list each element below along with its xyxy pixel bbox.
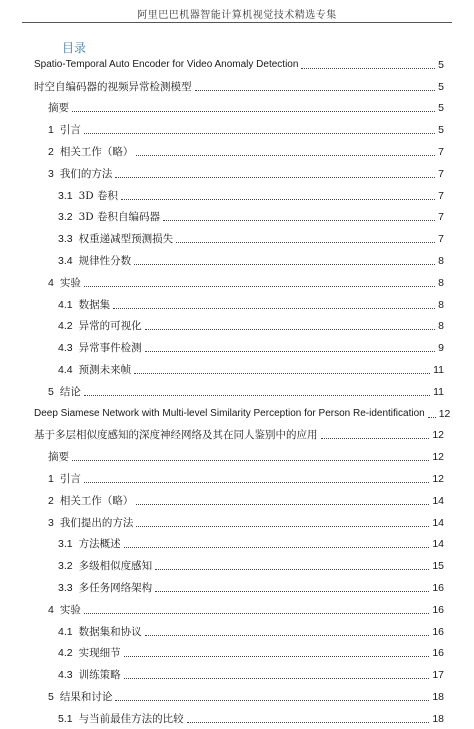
toc-entry[interactable] xyxy=(0,532,474,554)
toc-entry-number: 4.3 xyxy=(58,342,73,355)
toc-entry-text: 数据集 xyxy=(78,298,111,311)
toc-dot-leader xyxy=(155,591,429,592)
toc-entry-text: 权重递减型预测损失 xyxy=(78,233,174,246)
toc-entry-text: 规律性分数 xyxy=(78,254,132,267)
toc-dot-leader xyxy=(124,547,430,548)
toc-page-number: 17 xyxy=(432,669,444,682)
toc-page-number: 15 xyxy=(432,560,444,573)
toc-entry-label xyxy=(48,603,81,619)
toc-entry-label xyxy=(48,472,81,488)
toc-entry[interactable] xyxy=(0,314,474,336)
toc-entry-label xyxy=(34,80,192,96)
toc-dot-leader xyxy=(428,417,436,418)
toc-page-number: 14 xyxy=(432,516,444,529)
toc-entry-number: 4.2 xyxy=(58,647,73,660)
toc-page-number: 14 xyxy=(432,494,444,507)
toc-entry[interactable] xyxy=(0,205,474,227)
toc-entry-text: 结果和讨论 xyxy=(59,690,113,703)
toc-entry-text: 引言 xyxy=(59,124,81,137)
toc-entry-text: 方法概述 xyxy=(78,538,121,551)
toc-entry-number: 2 xyxy=(48,494,54,507)
toc-list xyxy=(0,52,474,728)
toc-entry-text: 时空自编码器的视频异常检测模型 xyxy=(34,80,192,93)
toc-page-number: 11 xyxy=(433,363,444,376)
toc-dot-leader xyxy=(84,482,429,483)
toc-entry-label xyxy=(48,276,81,292)
toc-entry-label xyxy=(34,428,318,444)
toc-page-number: 12 xyxy=(432,429,444,442)
toc-dot-leader xyxy=(163,220,435,221)
toc-entry-text: 实验 xyxy=(59,603,81,616)
toc-entry-number: 1 xyxy=(48,124,54,137)
toc-entry-label xyxy=(58,581,152,597)
toc-entry[interactable] xyxy=(0,357,474,379)
toc-entry[interactable] xyxy=(0,335,474,357)
toc-dot-leader xyxy=(301,68,435,69)
toc-dot-leader xyxy=(155,569,429,570)
toc-entry-label xyxy=(34,407,425,423)
toc-entry-number: 3.2 xyxy=(58,560,73,573)
toc-entry[interactable] xyxy=(0,641,474,663)
toc-page-number: 16 xyxy=(432,603,444,616)
toc-entry[interactable] xyxy=(0,270,474,292)
toc-page-number: 8 xyxy=(438,298,444,311)
toc-entry-label xyxy=(58,625,142,641)
toc-page-number: 8 xyxy=(438,254,444,267)
toc-entry-number: 4.2 xyxy=(58,320,73,333)
toc-entry-number: 4.1 xyxy=(58,298,73,311)
toc-entry-number: 4.4 xyxy=(58,363,73,376)
toc-dot-leader xyxy=(145,329,436,330)
toc-entry-label xyxy=(58,668,121,684)
toc-page-number: 7 xyxy=(438,167,444,180)
toc-entry-number: 3.2 xyxy=(58,211,73,224)
toc-entry[interactable] xyxy=(0,401,474,423)
toc-entry-label xyxy=(48,385,81,401)
toc-entry[interactable] xyxy=(0,139,474,161)
toc-entry[interactable] xyxy=(0,662,474,684)
toc-dot-leader xyxy=(113,308,435,309)
toc-entry-label xyxy=(58,298,110,314)
toc-page-number: 7 xyxy=(438,189,444,202)
toc-dot-leader xyxy=(72,111,435,112)
toc-dot-leader xyxy=(121,199,435,200)
toc-entry-text: 摘要 xyxy=(48,451,69,464)
toc-entry-number: 3.1 xyxy=(58,189,73,202)
toc-dot-leader xyxy=(176,242,435,243)
toc-page-number: 7 xyxy=(438,145,444,158)
toc-entry[interactable] xyxy=(0,619,474,641)
toc-page-number: 7 xyxy=(438,233,444,246)
toc-entry[interactable] xyxy=(0,466,474,488)
toc-entry-number: 3 xyxy=(48,516,54,529)
toc-entry-number: 4 xyxy=(48,276,54,289)
toc-entry-label xyxy=(58,646,121,662)
toc-dot-leader xyxy=(136,526,429,527)
toc-entry-label xyxy=(48,690,112,706)
toc-dot-leader xyxy=(145,351,436,352)
toc-entry-number: 4 xyxy=(48,603,54,616)
toc-entry-number: 5 xyxy=(48,690,54,703)
toc-dot-leader xyxy=(195,90,436,91)
toc-entry[interactable] xyxy=(0,488,474,510)
toc-entry-label xyxy=(58,319,142,335)
toc-dot-leader xyxy=(136,504,429,505)
page-header: 阿里巴巴机器智能计算机视觉技术精选专集 xyxy=(137,10,337,21)
toc-entry-label xyxy=(58,537,121,553)
toc-entry-text: 异常事件检测 xyxy=(78,342,142,355)
toc-page-number: 5 xyxy=(438,124,444,137)
toc-entry[interactable] xyxy=(0,597,474,619)
toc-dot-leader xyxy=(145,635,430,636)
header-divider xyxy=(22,22,452,23)
toc-entry-text: 与当前最佳方法的比较 xyxy=(78,712,184,725)
toc-entry-label xyxy=(48,145,133,161)
toc-entry-label xyxy=(48,167,112,183)
toc-page-number: 5 xyxy=(438,80,444,93)
toc-entry-text: 3D 卷积自编码器 xyxy=(78,211,161,224)
toc-page-number: 12 xyxy=(438,407,451,420)
toc-entry-text: 多级相似度感知 xyxy=(78,560,153,573)
toc-entry[interactable] xyxy=(0,510,474,532)
toc-entry-text: 摘要 xyxy=(48,102,69,115)
toc-entry-number: 5.1 xyxy=(58,712,73,725)
toc-entry-text: 训练策略 xyxy=(78,669,121,682)
toc-entry-number: 3 xyxy=(48,167,54,180)
toc-page-number: 8 xyxy=(438,320,444,333)
toc-entry-label xyxy=(58,559,152,575)
toc-page-number: 12 xyxy=(432,451,444,464)
toc-page-number: 9 xyxy=(438,342,444,355)
toc-entry[interactable] xyxy=(0,74,474,96)
toc-entry[interactable] xyxy=(0,423,474,445)
toc-dot-leader xyxy=(187,722,430,723)
toc-entry-text: 我们提出的方法 xyxy=(59,516,134,529)
toc-entry-label xyxy=(48,450,69,466)
toc-entry-text: 实验 xyxy=(59,276,81,289)
toc-title: 目录 xyxy=(62,41,87,55)
toc-dot-leader xyxy=(84,133,435,134)
toc-entry-label xyxy=(34,58,298,74)
toc-page-number: 11 xyxy=(433,385,444,398)
toc-dot-leader xyxy=(84,286,435,287)
toc-entry-text: 异常的可视化 xyxy=(78,320,142,333)
toc-dot-leader xyxy=(321,438,430,439)
toc-page-number: 16 xyxy=(432,581,444,594)
toc-dot-leader xyxy=(115,700,429,701)
toc-page-number: 14 xyxy=(432,538,444,551)
toc-entry[interactable] xyxy=(0,52,474,74)
toc-entry-label xyxy=(58,712,184,728)
toc-entry[interactable] xyxy=(0,248,474,270)
toc-entry-text: 3D 卷积 xyxy=(78,189,119,202)
toc-entry-number: 3.3 xyxy=(58,581,73,594)
toc-page-number: 7 xyxy=(438,211,444,224)
toc-entry-number: 2 xyxy=(48,145,54,158)
toc-page-number: 18 xyxy=(432,712,444,725)
toc-entry-text: 我们的方法 xyxy=(59,167,113,180)
toc-entry[interactable] xyxy=(0,161,474,183)
toc-entry-label xyxy=(58,254,131,270)
toc-page-number: 8 xyxy=(438,276,444,289)
toc-entry-text: 结论 xyxy=(59,385,81,398)
toc-entry-label xyxy=(58,232,173,248)
toc-dot-leader xyxy=(124,678,430,679)
toc-page-number: 18 xyxy=(432,690,444,703)
toc-entry-label xyxy=(58,363,131,379)
toc-entry-label xyxy=(58,189,118,205)
toc-entry[interactable] xyxy=(0,183,474,205)
toc-entry[interactable] xyxy=(0,444,474,466)
toc-entry-label xyxy=(48,101,69,117)
toc-entry-text: 预测未来帧 xyxy=(78,363,132,376)
toc-dot-leader xyxy=(115,177,435,178)
toc-entry-text: Deep Siamese Network with Multi-level Similarity Perception for Person Re-identification xyxy=(34,407,425,419)
toc-page-number: 16 xyxy=(432,625,444,638)
toc-page-number: 5 xyxy=(438,102,444,115)
toc-entry[interactable] xyxy=(0,292,474,314)
toc-entry[interactable] xyxy=(0,706,474,728)
toc-entry-number: 4.3 xyxy=(58,669,73,682)
toc-entry[interactable] xyxy=(0,117,474,139)
toc-dot-leader xyxy=(134,264,435,265)
toc-entry-text: 相关工作（略） xyxy=(59,145,134,158)
toc-entry[interactable] xyxy=(0,96,474,118)
toc-page-number: 16 xyxy=(432,647,444,660)
toc-entry-number: 4.1 xyxy=(58,625,73,638)
toc-dot-leader xyxy=(84,613,429,614)
toc-entry-number: 3.1 xyxy=(58,538,73,551)
toc-entry-text: 数据集和协议 xyxy=(78,625,142,638)
toc-entry-label xyxy=(48,494,133,510)
toc-dot-leader xyxy=(72,460,429,461)
toc-entry-label xyxy=(58,341,142,357)
toc-entry-number: 1 xyxy=(48,472,54,485)
toc-dot-leader xyxy=(124,656,430,657)
toc-page-number: 5 xyxy=(438,58,444,71)
toc-entry-label xyxy=(58,210,160,226)
toc-entry-label xyxy=(48,516,133,532)
toc-entry-text: 引言 xyxy=(59,472,81,485)
toc-entry-text: 多任务网络架构 xyxy=(78,581,153,594)
toc-entry[interactable] xyxy=(0,553,474,575)
toc-entry[interactable] xyxy=(0,684,474,706)
toc-entry[interactable] xyxy=(0,575,474,597)
toc-dot-leader xyxy=(84,395,430,396)
toc-entry-label xyxy=(48,123,81,139)
toc-entry-text: 实现细节 xyxy=(78,647,121,660)
toc-entry-number: 3.4 xyxy=(58,254,73,267)
toc-entry-number: 5 xyxy=(48,385,54,398)
toc-entry-number: 3.3 xyxy=(58,233,73,246)
toc-entry[interactable] xyxy=(0,226,474,248)
toc-entry-text: 基于多层相似度感知的深度神经网络及其在同人鉴别中的应用 xyxy=(34,429,318,442)
toc-entry[interactable] xyxy=(0,379,474,401)
toc-dot-leader xyxy=(134,373,430,374)
toc-page-number: 12 xyxy=(432,472,444,485)
toc-entry-text: Spatio-Temporal Auto Encoder for Video Anomaly Detection xyxy=(34,58,299,70)
toc-entry-text: 相关工作（略） xyxy=(59,494,134,507)
toc-dot-leader xyxy=(136,155,435,156)
